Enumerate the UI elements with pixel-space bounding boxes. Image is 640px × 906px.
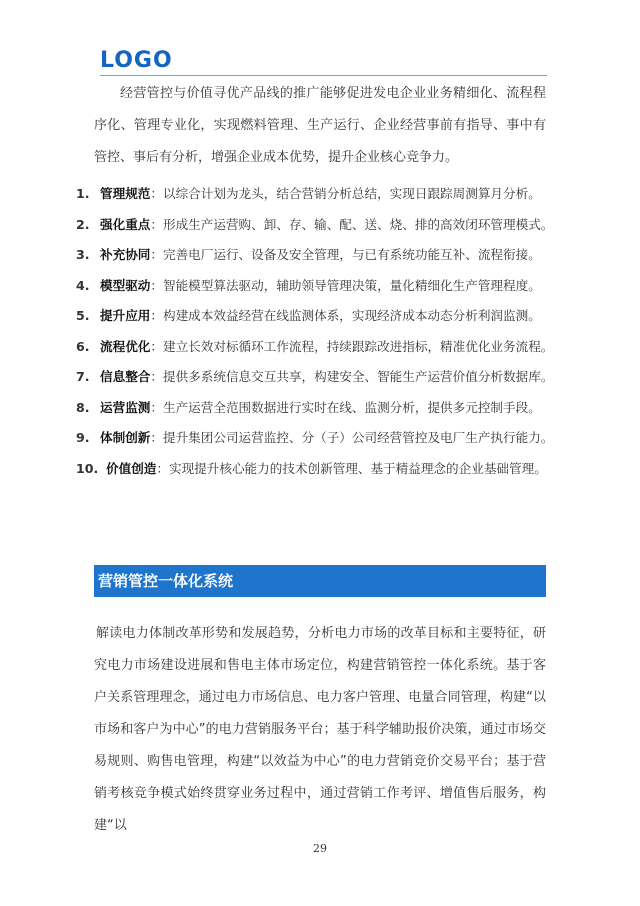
- feature-list: [76, 179, 552, 484]
- item-number: 9.: [76, 430, 90, 445]
- item-number: 4.: [76, 277, 90, 293]
- item-number: 10.: [76, 460, 99, 476]
- item-number: 1.: [76, 186, 90, 201]
- list-item: [76, 210, 552, 241]
- item-description: ：智能模型算法驱动，辅助领导管理决策，量化精细化生产管理程度。: [150, 277, 541, 293]
- item-number: 5.: [76, 308, 90, 323]
- list-item: [76, 301, 552, 332]
- list-item: [76, 179, 552, 210]
- list-item: [76, 454, 552, 485]
- logo: LOGO: [100, 48, 173, 73]
- item-keyword: 运营监测: [100, 399, 151, 415]
- section-body: 解读电力体制改革形势和发展趋势，分析电力市场的改革目标和主要特征，研究电力市场建设进展和售电主体市场定位，构建营销管控一体化系统。基于客户关系管理理念，通过电力市场信息、电力客户管理、电量合同管理，构建“以市场和客户为中心”的电力营销服务平台；基于科学辅助报价决策，通过市场交易规则、购售电管理，构建“以效益为中心”的电力营销竞价交易平台；基于营销考核竞争模式始终贯穿业务过程中，通过营销工作考评、增值售后服务，构建“以: [94, 626, 546, 833]
- item-number: 2.: [76, 216, 90, 232]
- item-keyword: 补充协同: [100, 247, 151, 262]
- item-keyword: 管理规范: [100, 186, 151, 201]
- item-keyword: 流程优化: [100, 338, 151, 354]
- item-description: ：生产运营全范围数据进行实时在线、监测分析，提供多元控制手段。: [150, 399, 541, 415]
- item-keyword: 强化重点: [100, 216, 151, 232]
- item-keyword: 信息整合: [100, 369, 151, 384]
- item-number: 7.: [76, 369, 90, 384]
- header-divider: [100, 75, 547, 76]
- item-number: 6.: [76, 338, 90, 354]
- item-description: ：提供多系统信息交互共享，构建安全、智能生产运营价值分析数据库。: [150, 369, 554, 384]
- list-item: [76, 393, 552, 424]
- item-description: ：形成生产运营购、卸、存、输、配、送、烧、排的高效闭环管理模式。: [150, 216, 554, 232]
- item-description: ：提升集团公司运营监控、分（子）公司经营管控及电厂生产执行能力。: [150, 430, 554, 445]
- list-item: [76, 240, 552, 271]
- item-description: ：完善电厂运行、设备及安全管理，与已有系统功能互补、流程衔接。: [150, 247, 541, 262]
- page-number: 29: [313, 842, 327, 855]
- intro-paragraph: 经营管控与价值寻优产品线的推广能够促进发电企业业务精细化、流程程序化、管理专业化，实现燃料管理、生产运行、企业经营事前有指导、事中有管控、事后有分析，增强企业成本优势，提升企业核心竞争力。: [94, 86, 546, 165]
- item-description: ：实现提升核心能力的技术创新管理、基于精益理念的企业基础管理。: [156, 460, 547, 476]
- item-keyword: 提升应用: [100, 308, 151, 323]
- list-item: [76, 362, 552, 393]
- list-item: [76, 423, 552, 454]
- item-keyword: 模型驱动: [100, 277, 151, 293]
- item-description: ：建立长效对标循环工作流程，持续跟踪改进指标，精准优化业务流程。: [150, 338, 554, 354]
- list-item: [76, 271, 552, 302]
- section-header: [94, 565, 546, 597]
- item-keyword: 价值创造: [106, 460, 157, 476]
- item-description: ：构建成本效益经营在线监测体系，实现经济成本动态分析利润监测。: [150, 308, 541, 323]
- section-title: 营销管控一体化系统: [98, 572, 234, 590]
- item-keyword: 体制创新: [100, 430, 151, 445]
- item-description: ：以综合计划为龙头，结合营销分析总结，实现日跟踪周测算月分析。: [150, 186, 541, 201]
- list-item: [76, 332, 552, 363]
- item-number: 3.: [76, 247, 90, 262]
- item-number: 8.: [76, 399, 90, 415]
